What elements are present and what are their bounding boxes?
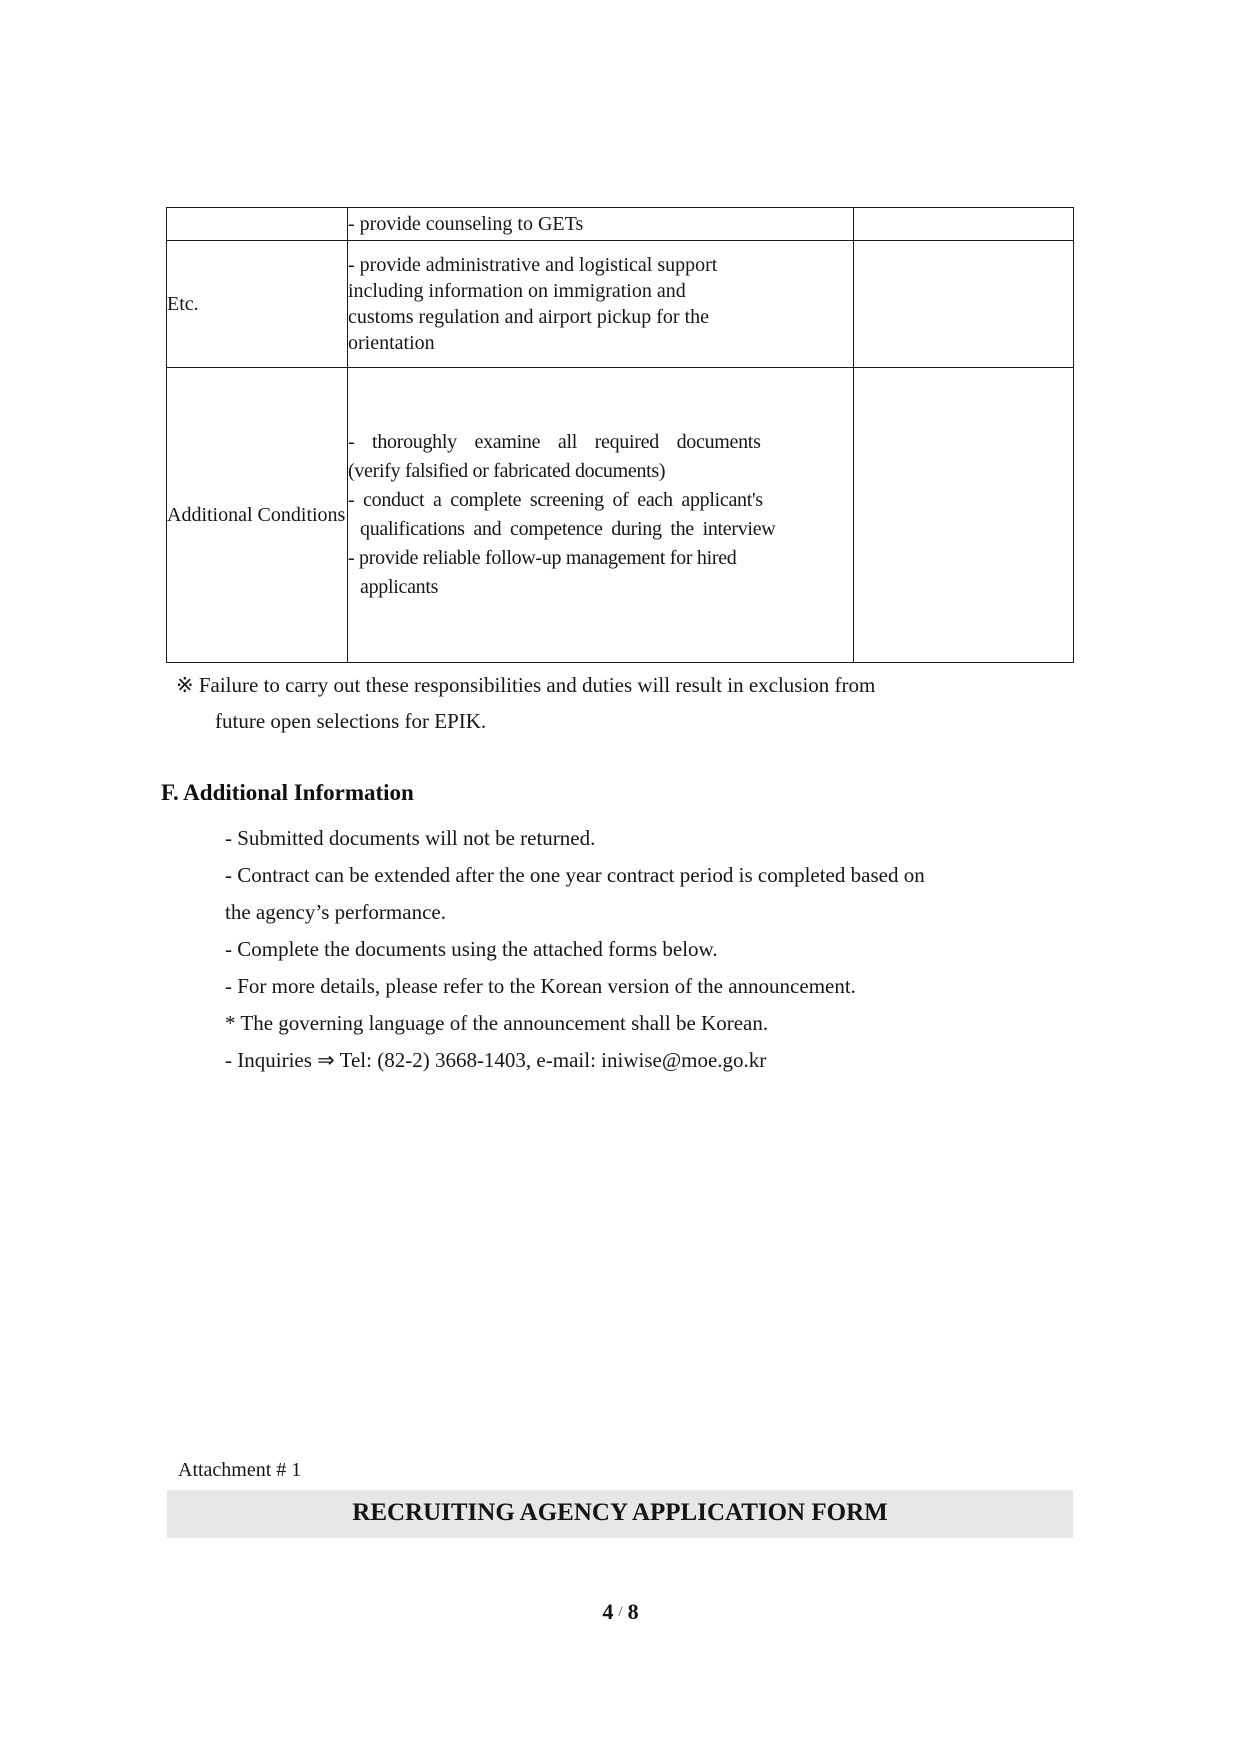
list-item: - Contract can be extended after the one year contract period is completed based on [225,863,925,887]
failure-note [176,667,875,739]
failure-note-line2: future open selections for EPIK. [215,709,487,733]
page-number-current: 4 [602,1599,614,1624]
page-number-separator: / [618,1604,623,1620]
table-cell-category [167,208,348,241]
table-cell-empty [854,368,1074,663]
section-f-list [225,820,925,1079]
duty-line: applicants [360,576,439,598]
duty-line: including information on immigration and [348,280,686,302]
list-item: - Complete the documents using the attached forms below. [225,937,718,961]
failure-note-line1: ※ Failure to carry out these responsibilities and duties will result in exclusion from [176,673,876,697]
duty-line: (verify falsified or fabricated documents) [348,460,666,482]
list-item-inquiries: - Inquiries ⇒ Tel: (82-2) 3668-1403, e-mail: iniwise@moe.go.kr [225,1048,767,1072]
list-item: - For more details, please refer to the Korean version of the announcement. [225,974,856,998]
table-row [167,208,1074,241]
list-item: * The governing language of the announcement shall be Korean. [225,1011,769,1035]
section-f-heading: F. Additional Information [161,780,414,805]
table-cell-empty [854,241,1074,368]
table-row [167,241,1074,368]
duty-line: - conduct a complete screening of each applicant's [348,489,763,511]
duty-line: customs regulation and airport pickup for the [348,306,710,328]
list-item-continuation: the agency’s performance. [225,900,446,924]
duty-line: orientation [348,332,435,354]
category-label: Additional Conditions [167,503,346,526]
table-cell-duties [348,241,854,368]
table-cell-duties [348,208,854,241]
page-number-total: 8 [627,1599,639,1624]
attachment-label: Attachment # 1 [178,1459,302,1481]
duty-line: - provide reliable follow-up management for hired [348,547,737,569]
responsibilities-table [166,207,1074,663]
duty-line: - provide counseling to GETs [348,213,584,235]
duty-line: qualifications and competence during the interview [360,518,776,540]
attachment-title-bar: RECRUITING AGENCY APPLICATION FORM [167,1490,1073,1538]
table-cell-category [167,368,348,663]
table-cell-duties [348,368,854,663]
table-cell-category [167,241,348,368]
category-label: Etc. [167,292,199,315]
duty-line: - provide administrative and logistical support [348,254,718,276]
table-row [167,368,1074,663]
duty-line: - thoroughly examine all required documents [348,431,761,453]
page-number [0,1599,1241,1625]
table-cell-empty [854,208,1074,241]
list-item: - Submitted documents will not be returned. [225,826,596,850]
